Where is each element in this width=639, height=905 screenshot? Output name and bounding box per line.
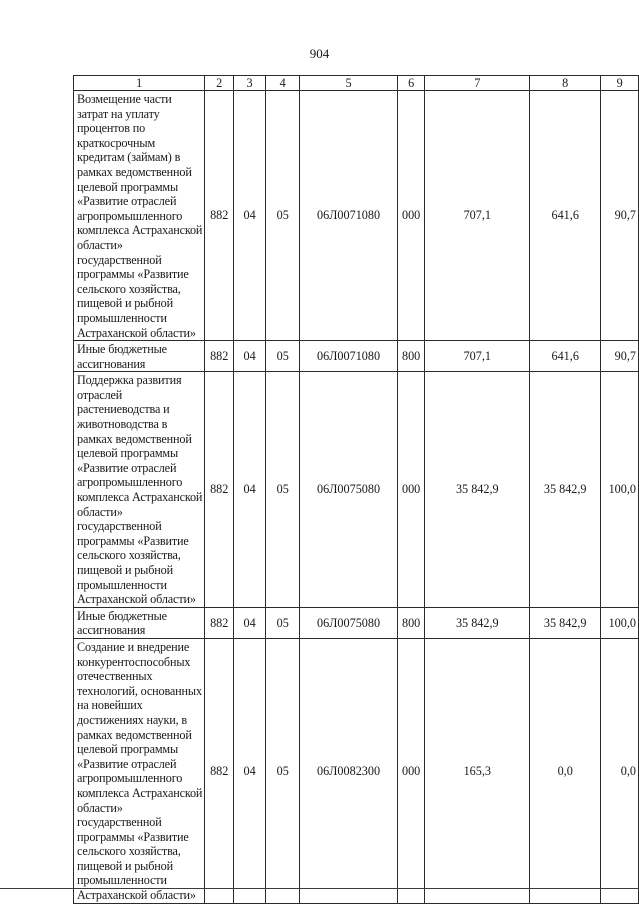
cell-subsection: 05: [266, 91, 300, 341]
row-description: Создание и внедрение конкурентоспособных отечественных технологий, основанных на новейших достижениях науки, в рамках ведомственной целевой программы «Развитие отраслей агропромышленного комплекса Астраханской области» государственной программы «Развитие сельского хозяйства, пищевой и рыбной промышленности Астраханской области»: [74, 638, 205, 903]
cell-subsection: 05: [266, 638, 300, 903]
column-number: 7: [425, 76, 530, 91]
cell-target-article: 06Л0075080: [300, 607, 398, 638]
cell-executed: 641,6: [530, 91, 601, 341]
cell-section: 04: [234, 638, 266, 903]
cell-percent: 90,7: [601, 91, 639, 341]
row-description: Поддержка развития отраслей растениеводства и животноводства в рамках ведомственной целевой программы «Развитие отраслей агропромышленного комплекса Астраханской области» государственной программы «Развитие сельского хозяйства, пищевой и рыбной промышленности Астраханской области»: [74, 372, 205, 608]
column-number: 4: [266, 76, 300, 91]
cell-planned: 707,1: [425, 91, 530, 341]
budget-table: [73, 75, 639, 904]
cell-expense-type: 800: [397, 607, 425, 638]
row-description: Иные бюджетные ассигнования: [74, 341, 205, 372]
cell-section: 04: [234, 341, 266, 372]
cell-expense-type: 000: [397, 91, 425, 341]
cell-subsection: 05: [266, 372, 300, 608]
cell-expense-type: 800: [397, 341, 425, 372]
cell-expense-type: 000: [397, 372, 425, 608]
cell-target-article: 06Л0075080: [300, 372, 398, 608]
column-number: 9: [601, 76, 639, 91]
cell-ministry-code: 882: [205, 372, 234, 608]
cell-percent: 0,0: [601, 638, 639, 903]
cell-ministry-code: 882: [205, 638, 234, 903]
bottom-rule: [0, 888, 639, 889]
cell-section: 04: [234, 91, 266, 341]
table-row: [74, 372, 639, 608]
column-number: 2: [205, 76, 234, 91]
column-number: 5: [300, 76, 398, 91]
row-description: Иные бюджетные ассигнования: [74, 607, 205, 638]
cell-planned: 707,1: [425, 341, 530, 372]
column-number-row: [74, 76, 639, 91]
cell-planned: 35 842,9: [425, 607, 530, 638]
cell-planned: 165,3: [425, 638, 530, 903]
cell-executed: 0,0: [530, 638, 601, 903]
row-description: Возмещение части затрат на уплату процентов по краткосрочным кредитам (займам) в рамках ведомственной целевой программы «Развитие отраслей агропромышленного комплекса Астраханской области» государственной программы «Развитие сельского хозяйства, пищевой и рыбной промышленности Астраханской области»: [74, 91, 205, 341]
table-row: [74, 91, 639, 341]
column-number: 1: [74, 76, 205, 91]
cell-executed: 641,6: [530, 341, 601, 372]
cell-subsection: 05: [266, 607, 300, 638]
cell-percent: 90,7: [601, 341, 639, 372]
table-row: [74, 607, 639, 638]
cell-executed: 35 842,9: [530, 607, 601, 638]
cell-ministry-code: 882: [205, 607, 234, 638]
cell-section: 04: [234, 372, 266, 608]
column-number: 3: [234, 76, 266, 91]
column-number: 8: [530, 76, 601, 91]
cell-ministry-code: 882: [205, 341, 234, 372]
cell-percent: 100,0: [601, 607, 639, 638]
cell-executed: 35 842,9: [530, 372, 601, 608]
column-number: 6: [397, 76, 425, 91]
cell-percent: 100,0: [601, 372, 639, 608]
cell-expense-type: 000: [397, 638, 425, 903]
cell-target-article: 06Л0082300: [300, 638, 398, 903]
cell-planned: 35 842,9: [425, 372, 530, 608]
cell-subsection: 05: [266, 341, 300, 372]
cell-target-article: 06Л0071080: [300, 91, 398, 341]
page-number: 904: [309, 46, 330, 61]
cell-target-article: 06Л0071080: [300, 341, 398, 372]
cell-section: 04: [234, 607, 266, 638]
table-row: [74, 638, 639, 903]
table-row: [74, 341, 639, 372]
cell-ministry-code: 882: [205, 91, 234, 341]
